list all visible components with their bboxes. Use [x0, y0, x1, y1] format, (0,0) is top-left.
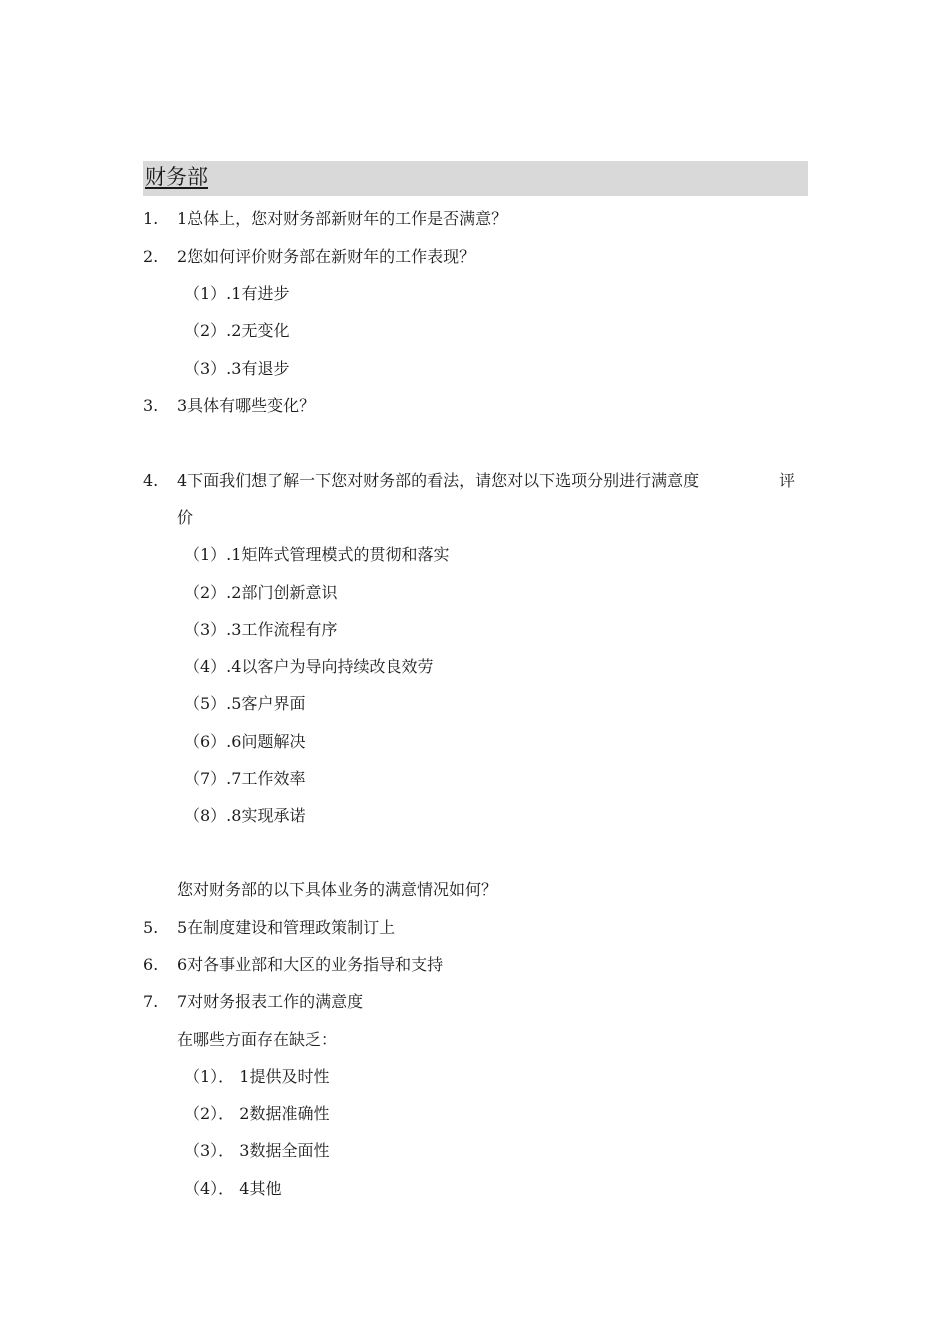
option-item: （4）.4以客户为导向持续改良效劳 — [184, 657, 434, 676]
option-item: （1）.1矩阵式管理模式的贯彻和落实 — [184, 545, 450, 564]
question-4-text-end: 评 — [778, 471, 795, 490]
question-7-text: 7对财务报表工作的满意度 — [177, 992, 364, 1011]
option-item: （5）.5客户界面 — [184, 694, 306, 713]
question-number: 4. — [143, 471, 159, 490]
question-number: 6. — [143, 955, 159, 974]
option-item: （3）.3工作流程有序 — [184, 620, 338, 639]
question-number: 7. — [143, 992, 159, 1011]
option-item: （7）.7工作效率 — [184, 769, 306, 788]
question-6-text: 6对各事业部和大区的业务指导和支持 — [177, 955, 444, 974]
question-4-text-main: 4下面我们想了解一下您对财务部的看法，请您对以下选项分别进行满意度 — [177, 471, 700, 490]
question-3-text: 3具体有哪些变化？ — [177, 396, 316, 415]
option-item: （3）.3有退步 — [184, 359, 290, 378]
option-item: （2）． 2数据准确性 — [184, 1104, 330, 1123]
option-item: （4）． 4其他 — [184, 1179, 282, 1198]
question-number: 2. — [143, 247, 159, 266]
option-item: （1）． 1提供及时性 — [184, 1067, 330, 1086]
option-item: （2）.2部门创新意识 — [184, 583, 338, 602]
section-title: 财务部 — [145, 165, 208, 189]
option-item: （2）.2无变化 — [184, 321, 290, 340]
question-number: 3. — [143, 396, 159, 415]
option-item: （3）． 3数据全面性 — [184, 1141, 330, 1160]
question-2-text: 2您如何评价财务部在新财年的工作表现？ — [177, 247, 476, 266]
question-1-text: 1总体上，您对财务部新财年的工作是否满意？ — [177, 209, 508, 228]
question-4-text — [177, 471, 795, 491]
question-number: 1. — [143, 209, 159, 228]
option-item: （6）.6问题解决 — [184, 732, 306, 751]
question-5-text: 5在制度建设和管理政策制订上 — [177, 918, 396, 937]
question-number: 5. — [143, 918, 159, 937]
option-item: （1）.1有进步 — [184, 284, 290, 303]
question-4-text-wrap: 价 — [177, 508, 194, 527]
option-item: （8）.8实现承诺 — [184, 806, 306, 825]
section-heading-bar — [143, 161, 808, 196]
question-7-followup: 在哪些方面存在缺乏： — [177, 1030, 338, 1049]
business-intro-text: 您对财务部的以下具体业务的满意情况如何？ — [177, 880, 498, 899]
